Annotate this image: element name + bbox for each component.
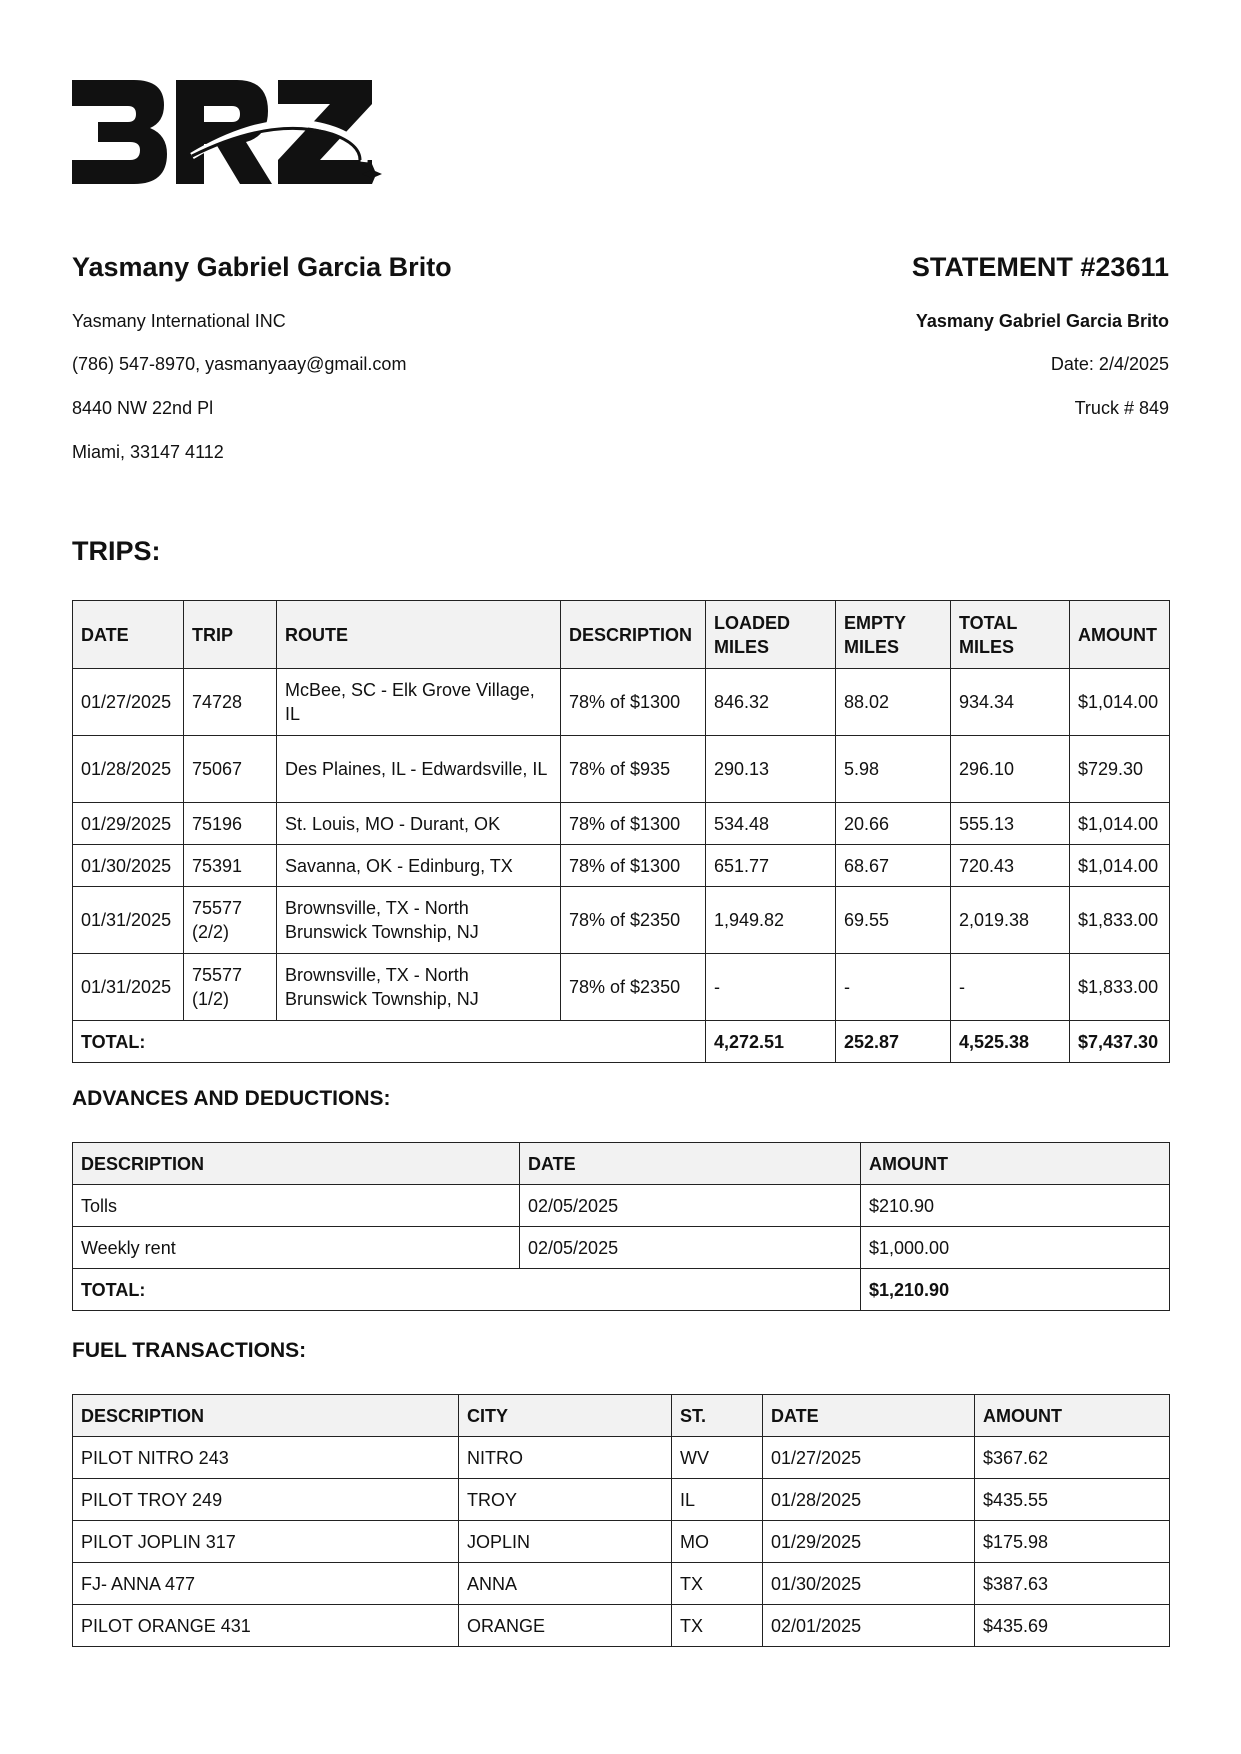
cell-description: 78% of $2350 (561, 954, 706, 1021)
cell-empty-miles: 69.55 (836, 887, 951, 954)
cell-loaded-miles: 651.77 (706, 845, 836, 887)
table-row (73, 845, 1170, 887)
cell-trip: 75577 (1/2) (184, 954, 277, 1021)
table-row (73, 669, 1170, 736)
carrier-address-line1: 8440 NW 22nd Pl (72, 398, 214, 418)
table-row (73, 1605, 1170, 1647)
statement-truck: Truck # 849 (1074, 398, 1169, 418)
cell-amount: $175.98 (975, 1521, 1170, 1563)
cell-loaded-miles: 534.48 (706, 803, 836, 845)
fuel-header-row (73, 1395, 1170, 1437)
cell-route: McBee, SC - Elk Grove Village, IL (277, 669, 561, 736)
cell-description: Weekly rent (73, 1227, 520, 1269)
trips-total-loaded: 4,272.51 (706, 1021, 836, 1063)
advances-header-row (73, 1143, 1170, 1185)
cell-city: JOPLIN (459, 1521, 672, 1563)
carrier-address-line2: Miami, 33147 4112 (72, 442, 224, 462)
cell-amount: $387.63 (975, 1563, 1170, 1605)
cell-date: 01/28/2025 (763, 1479, 975, 1521)
cell-amount: $1,014.00 (1070, 669, 1170, 736)
fuel-table (72, 1394, 1170, 1647)
cell-total-miles: - (951, 954, 1070, 1021)
cell-amount: $1,014.00 (1070, 845, 1170, 887)
cell-empty-miles: - (836, 954, 951, 1021)
cell-empty-miles: 5.98 (836, 736, 951, 803)
cell-empty-miles: 68.67 (836, 845, 951, 887)
carrier-info (72, 250, 632, 462)
cell-amount: $435.55 (975, 1479, 1170, 1521)
cell-route: St. Louis, MO - Durant, OK (277, 803, 561, 845)
advances-heading: ADVANCES AND DEDUCTIONS: (72, 1087, 391, 1110)
cell-date: 01/30/2025 (763, 1563, 975, 1605)
table-row (73, 887, 1170, 954)
cell-empty-miles: 20.66 (836, 803, 951, 845)
cell-date: 02/01/2025 (763, 1605, 975, 1647)
table-row (73, 736, 1170, 803)
cell-route: Des Plaines, IL - Edwardsville, IL (277, 736, 561, 803)
table-row (73, 1437, 1170, 1479)
cell-trip: 75196 (184, 803, 277, 845)
cell-amount: $367.62 (975, 1437, 1170, 1479)
cell-state: TX (672, 1563, 763, 1605)
cell-total-miles: 720.43 (951, 845, 1070, 887)
cell-amount: $1,833.00 (1070, 954, 1170, 1021)
cell-amount: $729.30 (1070, 736, 1170, 803)
col-amount: AMOUNT (861, 1143, 1170, 1185)
col-description: DESCRIPTION (73, 1143, 520, 1185)
cell-description: FJ- ANNA 477 (73, 1563, 459, 1605)
col-trip: TRIP (184, 601, 277, 669)
cell-loaded-miles: 290.13 (706, 736, 836, 803)
cell-description: PILOT TROY 249 (73, 1479, 459, 1521)
table-row (73, 1563, 1170, 1605)
cell-state: WV (672, 1437, 763, 1479)
cell-date: 02/05/2025 (520, 1185, 861, 1227)
cell-city: TROY (459, 1479, 672, 1521)
cell-date: 01/29/2025 (763, 1521, 975, 1563)
cell-trip: 75391 (184, 845, 277, 887)
col-date: DATE (763, 1395, 975, 1437)
statement-driver: Yasmany Gabriel Garcia Brito (915, 311, 1169, 331)
cell-amount: $210.90 (861, 1185, 1170, 1227)
cell-description: 78% of $2350 (561, 887, 706, 954)
table-row (73, 1521, 1170, 1563)
cell-date: 01/27/2025 (763, 1437, 975, 1479)
carrier-company: Yasmany International INC (72, 311, 286, 331)
cell-loaded-miles: 1,949.82 (706, 887, 836, 954)
cell-description: 78% of $1300 (561, 845, 706, 887)
cell-state: MO (672, 1521, 763, 1563)
table-row (73, 803, 1170, 845)
cell-city: ORANGE (459, 1605, 672, 1647)
trips-total-amount: $7,437.30 (1070, 1021, 1170, 1063)
cell-date: 02/05/2025 (520, 1227, 861, 1269)
cell-description: PILOT JOPLIN 317 (73, 1521, 459, 1563)
cell-description: 78% of $935 (561, 736, 706, 803)
carrier-name: Yasmany Gabriel Garcia Brito (72, 252, 452, 282)
cell-date: 01/30/2025 (73, 845, 184, 887)
cell-amount: $1,000.00 (861, 1227, 1170, 1269)
cell-date: 01/31/2025 (73, 954, 184, 1021)
cell-city: ANNA (459, 1563, 672, 1605)
cell-route: Savanna, OK - Edinburg, TX (277, 845, 561, 887)
cell-state: TX (672, 1605, 763, 1647)
col-amount: AMOUNT (1070, 601, 1170, 669)
advances-table (72, 1142, 1170, 1311)
cell-route: Brownsville, TX - North Brunswick Township, NJ (277, 887, 561, 954)
advances-total-row (73, 1269, 1170, 1311)
cell-description: 78% of $1300 (561, 669, 706, 736)
cell-amount: $435.69 (975, 1605, 1170, 1647)
fuel-heading: FUEL TRANSACTIONS: (72, 1339, 307, 1362)
col-loaded-miles: LOADED MILES (706, 601, 836, 669)
table-row (73, 1227, 1170, 1269)
trips-total-miles: 4,525.38 (951, 1021, 1070, 1063)
cell-loaded-miles: - (706, 954, 836, 1021)
brz-logo (72, 78, 382, 190)
advances-total-label: TOTAL: (73, 1269, 861, 1311)
statement-date: Date: 2/4/2025 (1050, 354, 1169, 374)
cell-total-miles: 555.13 (951, 803, 1070, 845)
cell-date: 01/27/2025 (73, 669, 184, 736)
trips-table (72, 600, 1170, 1063)
trips-header-row (73, 601, 1170, 669)
col-date: DATE (73, 601, 184, 669)
cell-date: 01/28/2025 (73, 736, 184, 803)
cell-trip: 75577 (2/2) (184, 887, 277, 954)
col-description: DESCRIPTION (73, 1395, 459, 1437)
cell-city: NITRO (459, 1437, 672, 1479)
table-row (73, 1185, 1170, 1227)
cell-total-miles: 296.10 (951, 736, 1070, 803)
col-total-miles: TOTAL MILES (951, 601, 1070, 669)
col-empty-miles: EMPTY MILES (836, 601, 951, 669)
cell-empty-miles: 88.02 (836, 669, 951, 736)
cell-route: Brownsville, TX - North Brunswick Township, NJ (277, 954, 561, 1021)
table-row (73, 1479, 1170, 1521)
cell-description: 78% of $1300 (561, 803, 706, 845)
carrier-contact: (786) 547-8970, yasmanyaay@gmail.com (72, 354, 407, 374)
cell-date: 01/29/2025 (73, 803, 184, 845)
col-state: ST. (672, 1395, 763, 1437)
col-city: CITY (459, 1395, 672, 1437)
col-date: DATE (520, 1143, 861, 1185)
statement-title: STATEMENT #23611 (911, 252, 1169, 282)
trips-total-row (73, 1021, 1170, 1063)
col-route: ROUTE (277, 601, 561, 669)
advances-total-amount: $1,210.90 (861, 1269, 1170, 1311)
cell-amount: $1,833.00 (1070, 887, 1170, 954)
trips-total-label: TOTAL: (73, 1021, 706, 1063)
cell-trip: 74728 (184, 669, 277, 736)
table-row (73, 954, 1170, 1021)
cell-total-miles: 934.34 (951, 669, 1070, 736)
col-description: DESCRIPTION (561, 601, 706, 669)
cell-loaded-miles: 846.32 (706, 669, 836, 736)
statement-info (609, 250, 1169, 418)
trips-total-empty: 252.87 (836, 1021, 951, 1063)
cell-description: PILOT NITRO 243 (73, 1437, 459, 1479)
cell-trip: 75067 (184, 736, 277, 803)
cell-state: IL (672, 1479, 763, 1521)
col-amount: AMOUNT (975, 1395, 1170, 1437)
cell-description: PILOT ORANGE 431 (73, 1605, 459, 1647)
cell-description: Tolls (73, 1185, 520, 1227)
cell-amount: $1,014.00 (1070, 803, 1170, 845)
trips-heading: TRIPS: (72, 536, 161, 566)
cell-total-miles: 2,019.38 (951, 887, 1070, 954)
cell-date: 01/31/2025 (73, 887, 184, 954)
